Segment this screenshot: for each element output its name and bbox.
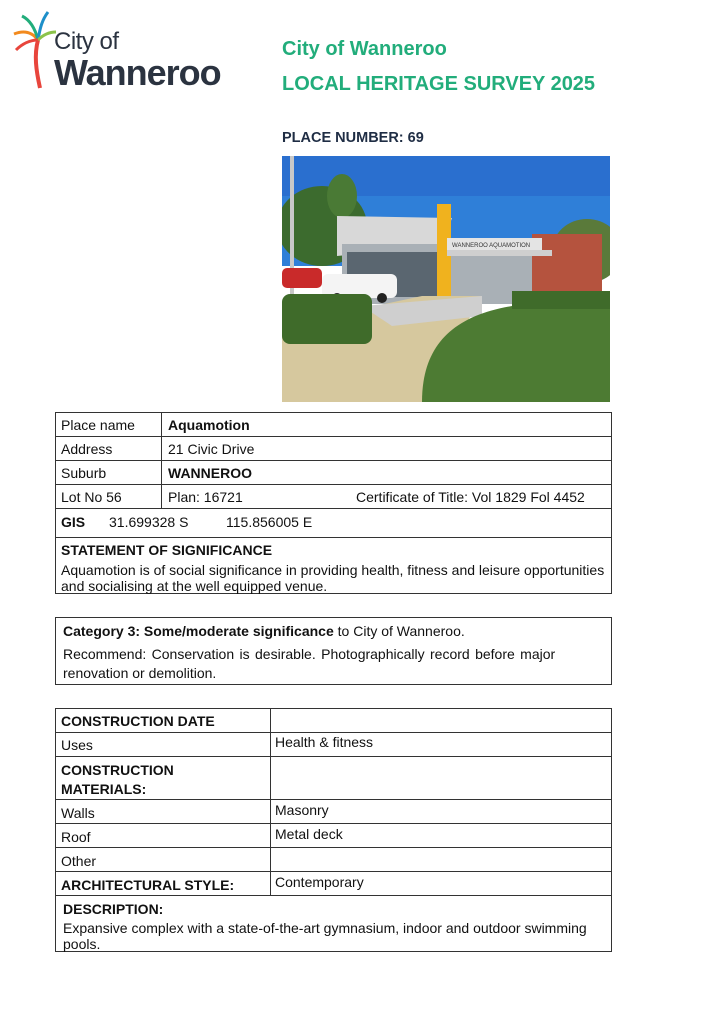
style-label: ARCHITECTURAL STYLE: <box>61 877 235 893</box>
uses-value: Health & fitness <box>275 734 374 750</box>
logo-name-text: Wanneroo <box>54 52 221 93</box>
category-suffix: to City of Wanneroo. <box>333 623 465 639</box>
walls-label: Walls <box>61 805 95 821</box>
roof-label: Roof <box>61 829 91 845</box>
suburb-value: WANNEROO <box>168 465 252 481</box>
uses-label: Uses <box>61 737 93 753</box>
place-name-value: Aquamotion <box>168 417 250 433</box>
walls-value: Masonry <box>275 802 329 818</box>
category-line-3: renovation or demolition. <box>63 665 217 681</box>
category-line-1 <box>63 623 465 639</box>
description-heading: DESCRIPTION: <box>63 901 164 917</box>
gis-latitude: 31.699328 S <box>109 514 189 530</box>
gis-longitude: 115.856005 E <box>226 514 313 530</box>
significance-line-2: and socialising at the well equipped venue. <box>61 578 328 594</box>
suburb-label: Suburb <box>61 465 107 481</box>
construction-date-label: CONSTRUCTION DATE <box>61 713 215 729</box>
address-label: Address <box>61 441 113 457</box>
other-label: Other <box>61 853 97 869</box>
certificate-of-title: Certificate of Title: Vol 1829 Fol 4452 <box>356 489 585 505</box>
logo-city-text: City of <box>54 28 119 55</box>
category-title: Category 3: Some/moderate significance <box>63 623 334 639</box>
header-organisation: City of Wanneroo <box>282 38 447 60</box>
description-line-1: Expansive complex with a state-of-the-art gymnasium, indoor and outdoor swimming <box>63 920 587 936</box>
place-name-label: Place name <box>61 417 135 433</box>
place-photo <box>282 156 610 402</box>
plan-number: Plan: 16721 <box>168 489 243 505</box>
header-survey-title: LOCAL HERITAGE SURVEY 2025 <box>282 73 596 95</box>
lot-number: Lot No 56 <box>61 489 122 505</box>
kangaroo-paw-icon <box>8 10 58 90</box>
significance-heading: STATEMENT OF SIGNIFICANCE <box>61 542 273 558</box>
materials-label-2: MATERIALS: <box>61 781 147 797</box>
significance-line-1: Aquamotion is of social significance in providing health, fitness and leisure opportunities <box>61 562 605 578</box>
place-number: PLACE NUMBER: 69 <box>282 130 424 146</box>
photo-sign-text: WANNEROO AQUAMOTION <box>452 243 531 249</box>
description-line-2: pools. <box>63 936 101 952</box>
city-logo <box>8 10 228 93</box>
roof-value: Metal deck <box>275 826 343 842</box>
style-value: Contemporary <box>275 874 364 890</box>
category-line-2: Recommend: Conservation is desirable. Photographically record before major <box>63 646 556 662</box>
materials-label-1: CONSTRUCTION <box>61 762 174 778</box>
address-value: 21 Civic Drive <box>168 441 255 457</box>
gis-label: GIS <box>61 514 86 530</box>
